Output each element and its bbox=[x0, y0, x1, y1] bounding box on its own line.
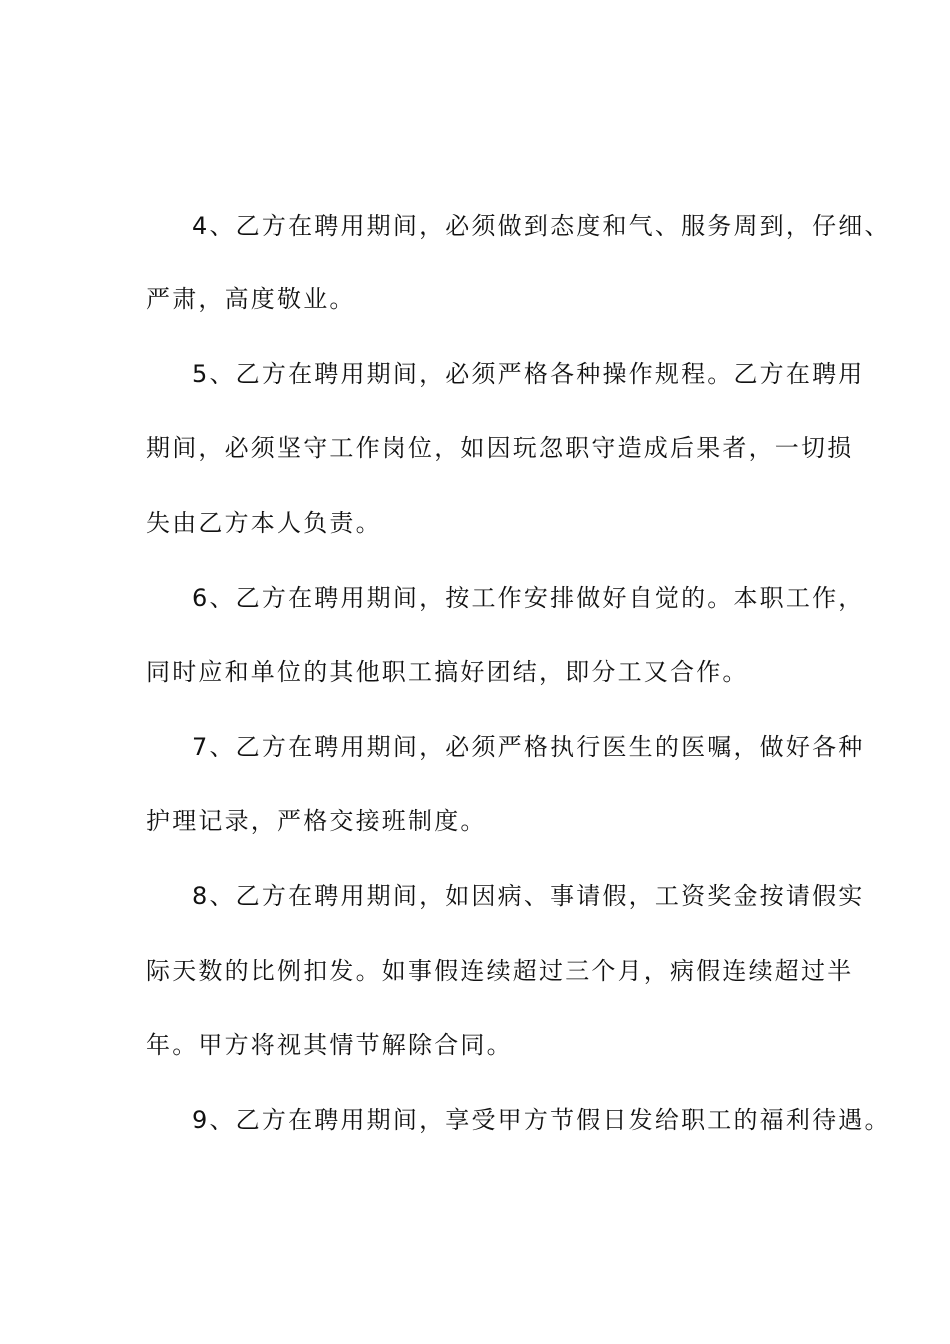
clause-8-line-2: 际天数的比例扣发。如事假连续超过三个月，病假连续超过半 bbox=[146, 957, 854, 985]
clause-6-line-2: 同时应和单位的其他职工搞好团结，即分工又合作。 bbox=[146, 658, 749, 686]
clause-4-line-1: 4、乙方在聘用期间，必须做到态度和气、服务周到，仔细、 bbox=[192, 212, 891, 240]
clause-5-line-1: 5、乙方在聘用期间，必须严格各种操作规程。乙方在聘用 bbox=[192, 360, 865, 388]
clause-8-line-1: 8、乙方在聘用期间，如因病、事请假，工资奖金按请假实 bbox=[192, 882, 865, 910]
clause-6-line-1: 6、乙方在聘用期间，按工作安排做好自觉的。本职工作， bbox=[192, 584, 865, 612]
clause-8-line-3: 年。甲方将视其情节解除合同。 bbox=[146, 1031, 513, 1059]
clause-9-line-1: 9、乙方在聘用期间，享受甲方节假日发给职工的福利待遇。 bbox=[192, 1106, 891, 1134]
clause-5-line-2: 期间，必须坚守工作岗位，如因玩忽职守造成后果者，一切损 bbox=[146, 434, 854, 462]
clause-4-line-2: 严肃，高度敬业。 bbox=[146, 285, 356, 313]
clause-5-line-3: 失由乙方本人负责。 bbox=[146, 509, 382, 537]
clause-7-line-2: 护理记录，严格交接班制度。 bbox=[146, 807, 487, 835]
clause-7-line-1: 7、乙方在聘用期间，必须严格执行医生的医嘱，做好各种 bbox=[192, 733, 865, 761]
